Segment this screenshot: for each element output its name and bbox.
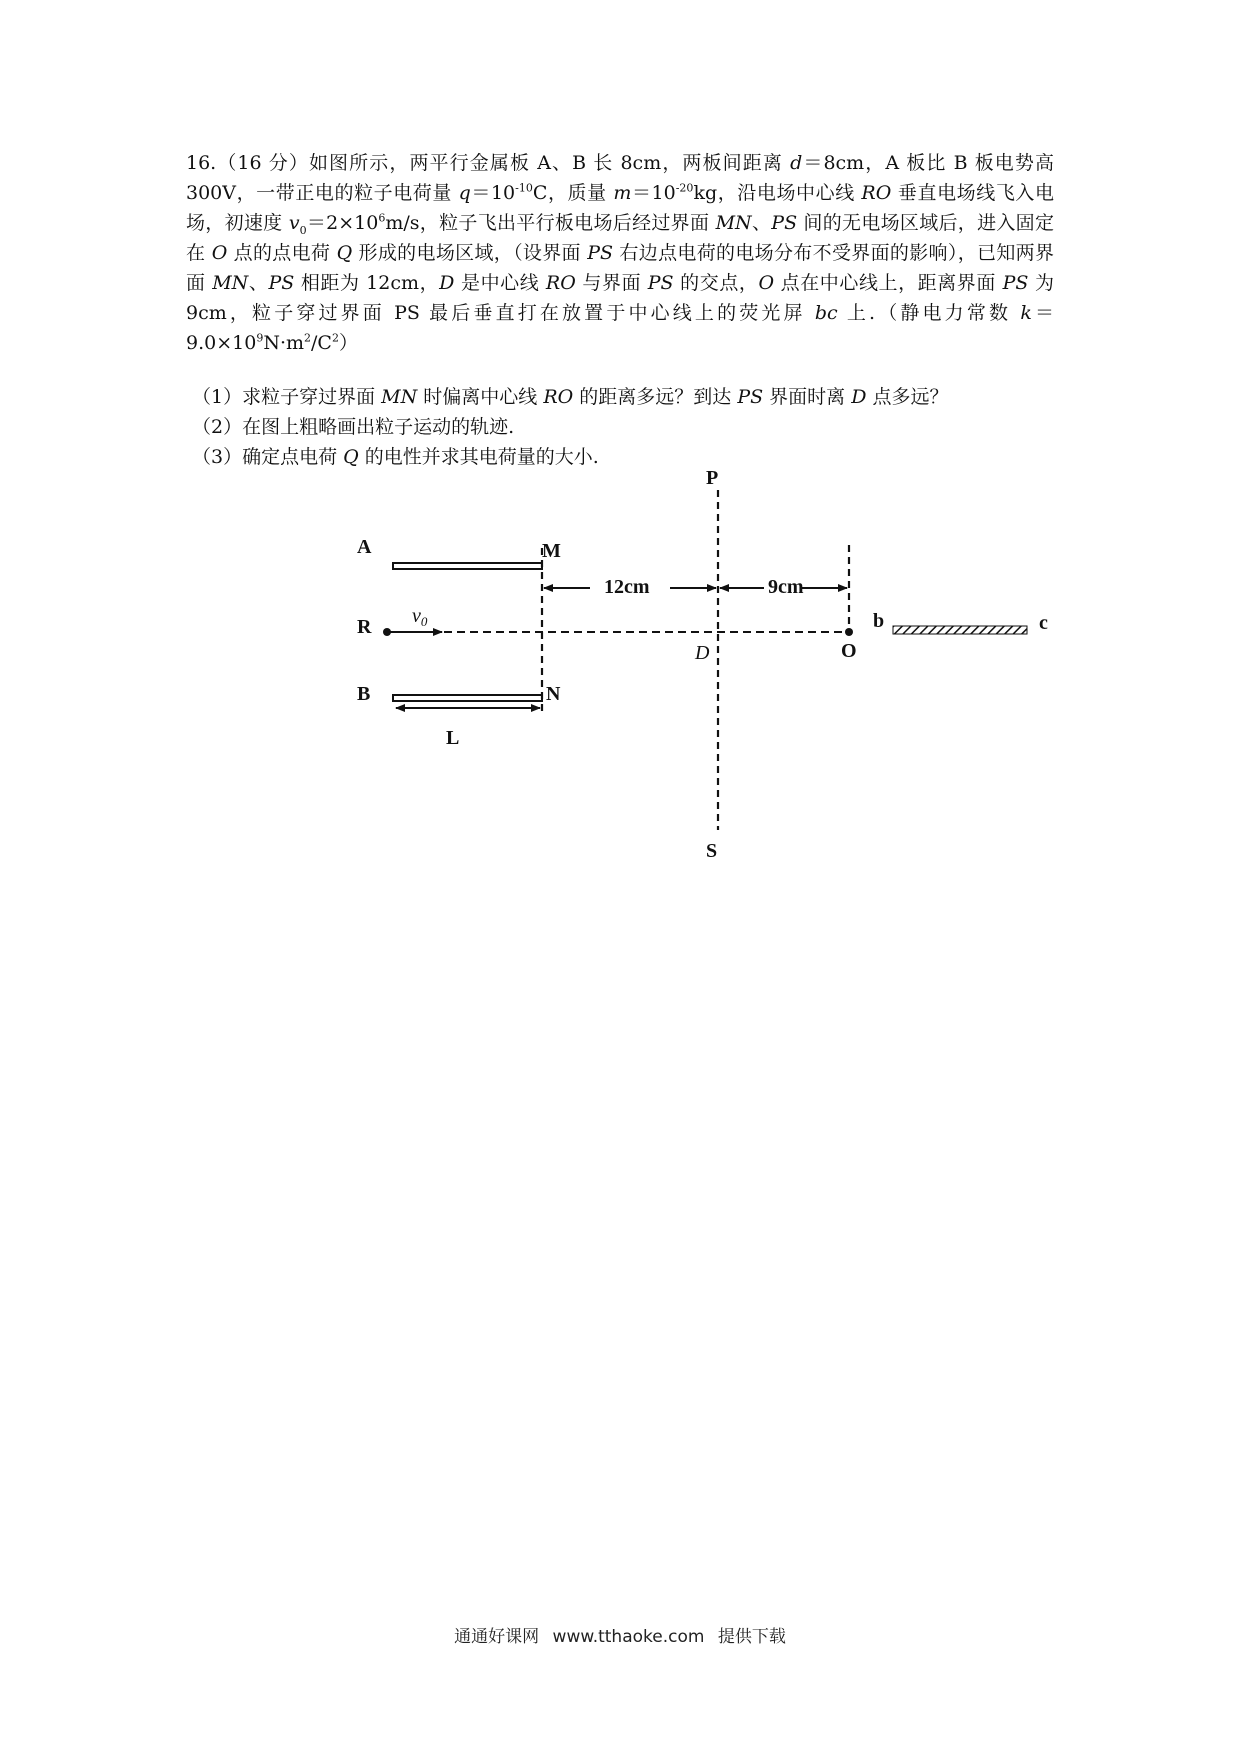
text-run: /C — [311, 332, 332, 354]
text-run: 界面时离 — [763, 386, 852, 408]
footer-url[interactable]: www.tthaoke.com — [552, 1627, 705, 1647]
label-d: D — [695, 642, 710, 664]
var-ps: PS — [647, 272, 674, 294]
point-r — [383, 628, 391, 636]
var-q-charge: Q — [343, 446, 359, 468]
sub-question-2: （2）在图上粗略画出粒子运动的轨迹. — [192, 416, 515, 438]
text-run: 的距离多远？到达 — [573, 386, 738, 408]
text-run: 的交点， — [673, 272, 759, 294]
exponent: 6 — [378, 211, 386, 225]
plate-b — [393, 695, 542, 701]
exponent: -20 — [675, 181, 694, 195]
text-run: 上.（静电力常数 — [837, 302, 1021, 324]
problem-number: 16. — [186, 152, 217, 174]
text-run: ＝2×10 — [306, 212, 379, 234]
var-o: O — [211, 242, 228, 264]
text-run: （1）求粒子穿过界面 — [192, 386, 382, 408]
subscript: 0 — [299, 223, 307, 237]
text-run: 如图所示，两平行金属板 A、B 长 8cm，两板间距离 — [308, 152, 791, 174]
var-ro: RO — [861, 182, 892, 204]
text-run: 是中心线 — [454, 272, 546, 294]
label-n: N — [546, 683, 561, 705]
problem-score: （16 分） — [216, 152, 309, 174]
var-ps: PS — [587, 242, 614, 264]
text-run: C，质量 — [532, 182, 614, 204]
var-d: d — [790, 152, 803, 174]
exponent: -10 — [515, 181, 533, 195]
text-run: kg，沿电场中心线 — [693, 182, 862, 204]
label-a: A — [357, 536, 372, 558]
text-run: 时偏离中心线 — [417, 386, 544, 408]
text-run: 、 — [248, 272, 269, 294]
exponent: 9 — [256, 331, 264, 345]
text-run: 、 — [751, 212, 772, 234]
text-run: 右边点电荷的电场分布不受界面的影响），已知两界面 — [186, 242, 1054, 294]
var-d-point: D — [439, 272, 455, 294]
label-v0-main: v — [412, 605, 421, 627]
text-run: 点多远？ — [866, 386, 949, 408]
label-9cm: 9cm — [768, 576, 804, 598]
label-o: O — [841, 640, 857, 662]
text-run: N·m — [263, 332, 305, 354]
text-run: 垂直电场线飞入电场，初速度 — [186, 182, 1054, 234]
var-mn: MN — [715, 212, 752, 234]
exponent: 2 — [304, 331, 312, 345]
label-l: L — [446, 727, 460, 749]
var-q: q — [458, 182, 471, 204]
var-ps: PS — [1002, 272, 1029, 294]
text-run: 为 9cm，粒子穿过界面 PS 最后垂直打在放置于中心线上的荧光屏 — [186, 272, 1054, 324]
label-b-screen: b — [873, 610, 885, 632]
var-k: k — [1020, 302, 1032, 324]
text-run: 与界面 — [575, 272, 648, 294]
label-v0 — [412, 605, 428, 629]
text-run: 相距为 12cm， — [294, 272, 440, 294]
text-run: 形成的电场区域，（设界面 — [352, 242, 588, 264]
label-p: P — [706, 467, 719, 489]
var-ro: RO — [545, 272, 576, 294]
var-mn: MN — [212, 272, 249, 294]
text-run: ＝9.0×10 — [186, 302, 1054, 354]
text-run: （3）确定点电荷 — [192, 446, 344, 468]
label-v0-sub: 0 — [420, 614, 428, 629]
text-run: ＝10 — [631, 182, 676, 204]
var-d-point: D — [851, 386, 867, 408]
text-run: ＝8cm，A 板比 B 板电势高 300V，一带正电的粒子电荷量 — [186, 152, 1055, 204]
label-12cm: 12cm — [604, 576, 650, 598]
text-run: 的电性并求其电荷量的大小. — [358, 446, 599, 468]
var-mn: MN — [381, 386, 418, 408]
footer-site-name: 通通好课网 — [454, 1627, 540, 1647]
var-ro: RO — [543, 386, 574, 408]
var-ps: PS — [268, 272, 295, 294]
var-v0: v — [288, 212, 300, 234]
var-bc: bc — [814, 302, 838, 324]
text-run: ） — [338, 332, 358, 354]
label-r: R — [357, 616, 372, 638]
var-ps: PS — [771, 212, 798, 234]
page-footer — [0, 1622, 1240, 1647]
var-m: m — [613, 182, 632, 204]
exponent: 2 — [331, 331, 339, 345]
text-run: m/s，粒子飞出平行板电场后经过界面 — [385, 212, 716, 234]
plate-a — [393, 563, 542, 569]
footer-suffix: 提供下载 — [717, 1627, 786, 1647]
label-s: S — [706, 840, 718, 862]
screen-bc — [893, 626, 1027, 634]
var-o: O — [758, 272, 775, 294]
label-c-screen: c — [1039, 612, 1048, 634]
text-run: 点的点电荷 — [227, 242, 337, 264]
var-q-charge: Q — [336, 242, 353, 264]
var-ps: PS — [737, 386, 764, 408]
label-m: M — [542, 540, 561, 562]
point-o — [845, 628, 853, 636]
text-run: ＝10 — [470, 182, 516, 204]
text-run: 点在中心线上，距离界面 — [774, 272, 1003, 294]
text-run: 间的无电场区域后，进入固定在 — [186, 212, 1054, 264]
label-b: B — [357, 683, 371, 705]
